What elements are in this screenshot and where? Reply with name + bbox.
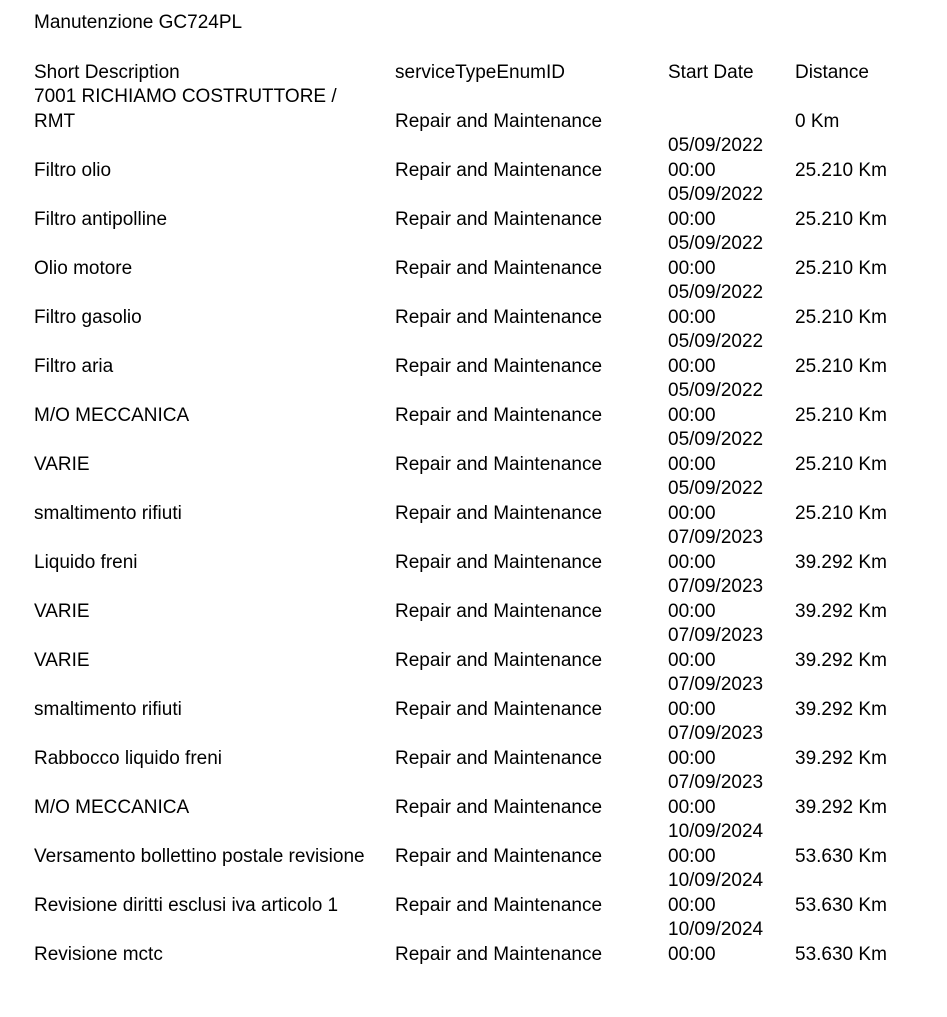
start-date-cell	[668, 869, 795, 918]
table-row	[34, 624, 914, 673]
short-description-cell-line: Liquido freni	[34, 551, 138, 573]
short-description-cell	[34, 918, 395, 967]
short-description-cell-line: smaltimento rifiuti	[34, 502, 182, 524]
short-description-cell-line: Filtro antipolline	[34, 208, 168, 230]
distance-cell: 39.292 Km	[795, 649, 887, 671]
document-title: Manutenzione GC724PL	[34, 12, 243, 33]
table-row	[34, 428, 914, 477]
start-date-cell-line: 05/09/2022	[668, 233, 764, 254]
distance-cell: 25.210 Km	[795, 257, 887, 279]
short-description-cell	[34, 85, 395, 134]
start-date-cell	[668, 379, 795, 428]
header-service-type: serviceTypeEnumID	[395, 61, 566, 83]
short-description-cell	[34, 820, 395, 869]
start-date-cell	[668, 673, 795, 722]
service-type-cell: Repair and Maintenance	[395, 698, 603, 720]
start-date-cell-line: 05/09/2022	[668, 282, 764, 303]
table-row	[34, 232, 914, 281]
short-description-cell-line: Filtro olio	[34, 159, 112, 181]
start-date-cell-line: 00:00	[668, 943, 716, 965]
distance-cell: 25.210 Km	[795, 355, 887, 377]
start-date-cell-line: 00:00	[668, 600, 716, 622]
start-date-cell-line: 05/09/2022	[668, 380, 764, 401]
start-date-cell-line: 07/09/2023	[668, 723, 764, 744]
short-description-cell	[34, 134, 395, 183]
short-description-cell	[34, 526, 395, 575]
start-date-cell-line: 00:00	[668, 257, 716, 279]
service-type-cell: Repair and Maintenance	[395, 551, 603, 573]
table-row	[34, 330, 914, 379]
service-type-cell: Repair and Maintenance	[395, 600, 603, 622]
header-distance: Distance	[795, 61, 869, 83]
short-description-cell-line: Versamento bollettino postale revisione	[34, 845, 365, 867]
distance-cell: 39.292 Km	[795, 600, 887, 622]
short-description-cell-line: M/O MECCANICA	[34, 796, 190, 818]
document-page	[34, 11, 914, 967]
start-date-cell	[668, 526, 795, 575]
start-date-cell-line: 00:00	[668, 355, 716, 377]
start-date-cell-line: 07/09/2023	[668, 625, 764, 646]
short-description-cell	[34, 673, 395, 722]
table-row	[34, 869, 914, 918]
start-date-cell-line: 05/09/2022	[668, 478, 764, 499]
short-description-cell-line: smaltimento rifiuti	[34, 698, 182, 720]
start-date-cell-line: 00:00	[668, 649, 716, 671]
short-description-cell	[34, 281, 395, 330]
distance-cell: 39.292 Km	[795, 747, 887, 769]
distance-cell: 39.292 Km	[795, 551, 887, 573]
start-date-cell	[668, 232, 795, 281]
service-type-cell: Repair and Maintenance	[395, 110, 603, 132]
short-description-cell	[34, 575, 395, 624]
service-type-cell: Repair and Maintenance	[395, 845, 603, 867]
distance-cell: 53.630 Km	[795, 943, 887, 965]
distance-cell: 39.292 Km	[795, 796, 887, 818]
service-type-cell: Repair and Maintenance	[395, 159, 603, 181]
start-date-cell-line: 05/09/2022	[668, 429, 764, 450]
start-date-cell	[668, 134, 795, 183]
short-description-cell-line: Filtro aria	[34, 355, 114, 377]
short-description-cell	[34, 477, 395, 526]
start-date-cell-line: 00:00	[668, 502, 716, 524]
start-date-cell-line: 07/09/2023	[668, 576, 764, 597]
short-description-cell-line: 7001 RICHIAMO COSTRUTTORE /	[34, 86, 337, 107]
short-description-cell-line: Revisione diritti esclusi iva articolo 1	[34, 894, 339, 916]
short-description-cell-line: VARIE	[34, 453, 90, 475]
start-date-cell-line: 10/09/2024	[668, 821, 764, 842]
table-row	[34, 918, 914, 967]
table-header-row	[34, 61, 914, 86]
start-date-cell-line: 00:00	[668, 845, 716, 867]
distance-cell: 25.210 Km	[795, 502, 887, 524]
table-row	[34, 820, 914, 869]
short-description-cell	[34, 428, 395, 477]
distance-cell: 0 Km	[795, 110, 840, 132]
start-date-cell	[668, 183, 795, 232]
distance-cell: 25.210 Km	[795, 159, 887, 181]
start-date-cell-line: 00:00	[668, 698, 716, 720]
start-date-cell-line: 10/09/2024	[668, 919, 764, 940]
table-row	[34, 477, 914, 526]
service-type-cell: Repair and Maintenance	[395, 747, 603, 769]
distance-cell: 25.210 Km	[795, 306, 887, 328]
table-row	[34, 673, 914, 722]
short-description-cell	[34, 232, 395, 281]
start-date-cell	[668, 771, 795, 820]
start-date-cell	[668, 820, 795, 869]
service-type-cell: Repair and Maintenance	[395, 208, 603, 230]
table-row	[34, 379, 914, 428]
service-type-cell: Repair and Maintenance	[395, 894, 603, 916]
start-date-cell-line: 07/09/2023	[668, 527, 764, 548]
service-type-cell: Repair and Maintenance	[395, 355, 603, 377]
start-date-cell-line: 07/09/2023	[668, 772, 764, 793]
short-description-cell	[34, 624, 395, 673]
start-date-cell	[668, 330, 795, 379]
short-description-cell-line: Rabbocco liquido freni	[34, 747, 223, 769]
short-description-cell	[34, 330, 395, 379]
distance-cell: 25.210 Km	[795, 208, 887, 230]
service-type-cell: Repair and Maintenance	[395, 257, 603, 279]
start-date-cell-line: 00:00	[668, 894, 716, 916]
start-date-cell-line: 05/09/2022	[668, 331, 764, 352]
short-description-cell-line: Revisione mctc	[34, 943, 163, 965]
short-description-cell-line: M/O MECCANICA	[34, 404, 190, 426]
start-date-cell-line: 05/09/2022	[668, 184, 764, 205]
maintenance-table	[34, 61, 914, 968]
table-body	[34, 85, 914, 967]
start-date-cell-line: 00:00	[668, 306, 716, 328]
service-type-cell: Repair and Maintenance	[395, 502, 603, 524]
short-description-cell-line: Filtro gasolio	[34, 306, 142, 328]
start-date-cell-line: 05/09/2022	[668, 135, 764, 156]
table-row	[34, 722, 914, 771]
short-description-cell	[34, 869, 395, 918]
start-date-cell-line: 00:00	[668, 208, 716, 230]
short-description-cell	[34, 722, 395, 771]
table-row	[34, 575, 914, 624]
start-date-cell-line: 00:00	[668, 453, 716, 475]
service-type-cell: Repair and Maintenance	[395, 649, 603, 671]
table-row	[34, 526, 914, 575]
service-type-cell: Repair and Maintenance	[395, 943, 603, 965]
table-row	[34, 183, 914, 232]
short-description-cell	[34, 771, 395, 820]
service-type-cell: Repair and Maintenance	[395, 796, 603, 818]
start-date-cell-line: 00:00	[668, 404, 716, 426]
start-date-cell-line: 00:00	[668, 796, 716, 818]
service-type-cell: Repair and Maintenance	[395, 404, 603, 426]
short-description-cell-line: RMT	[34, 110, 76, 132]
start-date-cell	[668, 281, 795, 330]
short-description-cell-line: VARIE	[34, 649, 90, 671]
distance-cell: 25.210 Km	[795, 453, 887, 475]
start-date-cell	[668, 428, 795, 477]
start-date-cell	[668, 918, 795, 967]
distance-cell: 39.292 Km	[795, 698, 887, 720]
start-date-cell	[668, 575, 795, 624]
distance-cell: 53.630 Km	[795, 845, 887, 867]
header-short-description: Short Description	[34, 61, 180, 83]
start-date-cell	[668, 722, 795, 771]
start-date-cell-line: 07/09/2023	[668, 674, 764, 695]
start-date-cell-line: 00:00	[668, 159, 716, 181]
service-type-cell: Repair and Maintenance	[395, 306, 603, 328]
start-date-cell-line: 00:00	[668, 551, 716, 573]
distance-cell: 53.630 Km	[795, 894, 887, 916]
start-date-cell	[668, 624, 795, 673]
start-date-cell	[668, 85, 795, 134]
short-description-cell-line: Olio motore	[34, 257, 133, 279]
start-date-cell-line: 10/09/2024	[668, 870, 764, 891]
table-row	[34, 771, 914, 820]
short-description-cell	[34, 379, 395, 428]
start-date-cell-line: 00:00	[668, 747, 716, 769]
short-description-cell	[34, 183, 395, 232]
table-row	[34, 281, 914, 330]
table-row	[34, 134, 914, 183]
start-date-cell	[668, 477, 795, 526]
short-description-cell-line: VARIE	[34, 600, 90, 622]
distance-cell: 25.210 Km	[795, 404, 887, 426]
table-row	[34, 85, 914, 134]
service-type-cell: Repair and Maintenance	[395, 453, 603, 475]
header-start-date: Start Date	[668, 61, 754, 83]
